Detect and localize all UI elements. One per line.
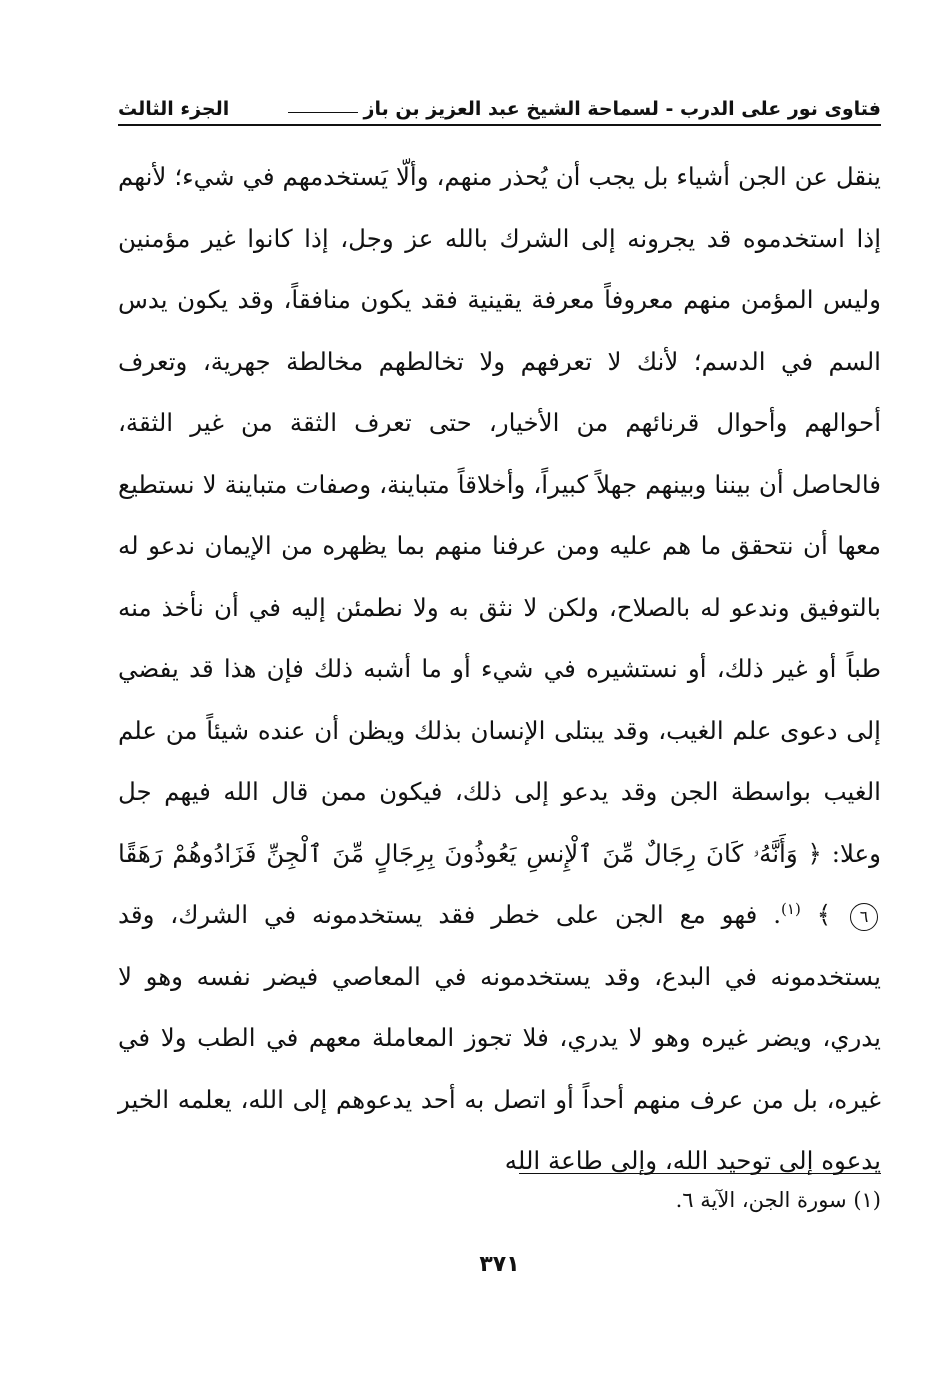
verse-text: وَأَنَّهُۥ كَانَ رِجَالٌ مِّنَ ٱلْإِنسِ يَعُوذُونَ بِرِجَالٍ مِّنَ ٱلْجِنِّ فَزَادُوهُمْ رَهَقًا — [118, 838, 798, 868]
header-dash-rule — [288, 112, 358, 113]
verse-open-bracket: ﴿ — [807, 838, 822, 868]
header-book-title: فتاوى نور على الدرب - لسماحة الشيخ عبد العزيز بن باز — [363, 98, 881, 120]
page-number: ٣٧١ — [479, 1252, 520, 1277]
running-header — [118, 80, 881, 120]
header-volume: الجزء الثالث — [118, 98, 230, 120]
header-title-group — [282, 98, 881, 120]
ayah-number-mark: ٦ — [850, 903, 878, 931]
footnote-reference: (١) — [781, 899, 801, 918]
footnote-divider — [519, 1173, 881, 1174]
paragraph-before-verse: ينقل عن الجن أشياء بل يجب أن يُحذر منهم، وألّا يَستخدمهم في شيء؛ لأنهم إذا استخدموه قد يجرونه إلى الشرك بالله عز وجل، إذا كانوا غير مؤمنين وليس المؤمن منهم معروفاً معرفة يقينية فقد يكون منافقاً، وقد يكون يدس السم في الدسم؛ لأنك لا تعرفهم ولا تخالطهم مخالطة جهرية، وتعرف أحوالهم وأحوال قرنائهم من الأخيار، حتى تعرف الثقة من غير الثقة، فالحاصل أن بيننا وبينهم جهلاً كبيراً، وأخلاقاً متباينة، وصفات متباينة لا نستطيع معها أن نتحقق ما هم عليه ومن عرفنا منهم بما يظهره من الإيمان ندعو له بالتوفيق وندعو له بالصلاح، ولكن لا نثق به ولا نطمئن إليه في أن نأخذ منه طباً أو غير ذلك، أو نستشيره في شيء أو ما أشبه ذلك فإن هذا قد يفضي إلى دعوى علم الغيب، وقد يبتلى الإنسان بذلك ويظن أن عنده شيئاً من علم الغيب بواسطة الجن وقد يدعو إلى ذلك، فيكون ممن قال الله فيهم جل وعلا: — [118, 162, 882, 868]
paragraph-after-verse: . فهو مع الجن على خطر فقد يستخدمونه في الشرك، وقد يستخدمونه في البدع، وقد يستخدمونه في المعاصي فيضر نفسه وهو لا يدري، ويضر غيره وهو لا يدري، فلا تجوز المعاملة معهم في الطب ولا في غيره، بل من عرف منهم أحداً أو اتصل به أحد يدعوهم إلى الله، يعلمه الخير يدعوه إلى توحيد الله، وإلى طاعة الله — [118, 900, 881, 1175]
footnote: (١) سورة الجن، الآية ٦. — [675, 1188, 881, 1212]
header-divider — [118, 124, 881, 126]
book-page — [118, 80, 881, 1280]
verse-close-bracket: ﴾ — [816, 900, 832, 929]
main-text — [118, 146, 881, 1192]
